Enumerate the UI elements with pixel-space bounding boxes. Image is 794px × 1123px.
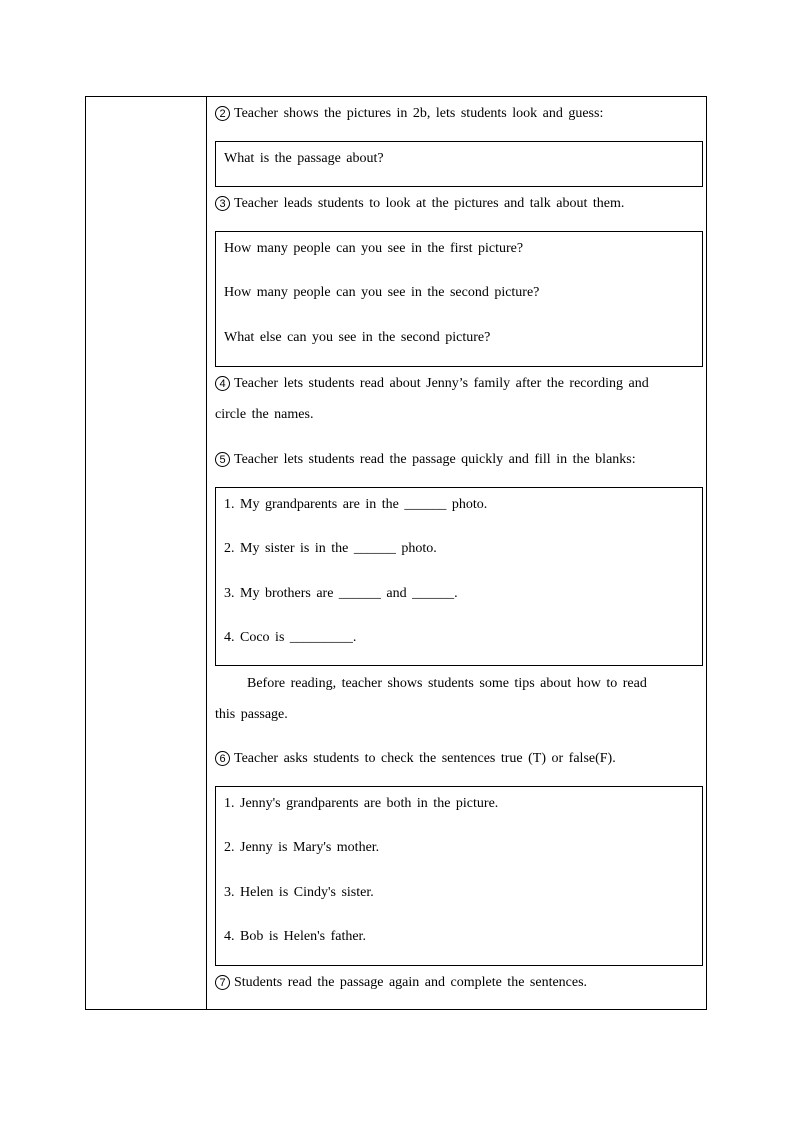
- box-line: What is the passage about?: [224, 151, 384, 166]
- box-line: 2. Jenny is Mary's mother.: [224, 840, 380, 855]
- circled-number: 6: [215, 751, 230, 766]
- step-7: [215, 974, 587, 992]
- question-box-2: [215, 231, 703, 367]
- tips-line-2: this passage.: [215, 707, 288, 722]
- step-3: [215, 195, 624, 213]
- blank-fill-box: [215, 487, 703, 666]
- box-line: 3. My brothers are ______ and ______.: [224, 586, 458, 601]
- step-4-line-2: circle the names.: [215, 407, 314, 422]
- circled-number: 4: [215, 376, 230, 391]
- box-line: 2. My sister is in the ______ photo.: [224, 541, 437, 556]
- circled-number: 2: [215, 106, 230, 121]
- step-text: Teacher leads students to look at the pictures and talk about them.: [234, 196, 625, 211]
- circled-number: 3: [215, 196, 230, 211]
- step-text: Students read the passage again and complete the sentences.: [234, 975, 588, 990]
- step-text: Teacher lets students read the passage quickly and fill in the blanks:: [234, 452, 636, 467]
- box-line: What else can you see in the second picture?: [224, 330, 491, 345]
- left-column: [86, 97, 207, 1009]
- step-text: Teacher shows the pictures in 2b, lets students look and guess:: [234, 106, 604, 121]
- true-false-box: [215, 786, 703, 966]
- step-2: [215, 105, 603, 123]
- box-line: 3. Helen is Cindy's sister.: [224, 885, 374, 900]
- box-line: 1. My grandparents are in the ______ photo.: [224, 497, 488, 512]
- circled-number: 5: [215, 452, 230, 467]
- box-line: How many people can you see in the second picture?: [224, 285, 540, 300]
- step-text: Teacher asks students to check the sentences true (T) or false(F).: [234, 751, 616, 766]
- step-6: [215, 750, 616, 768]
- tips-line-1: Before reading, teacher shows students some tips about how to read: [247, 676, 647, 691]
- box-line: 1. Jenny's grandparents are both in the picture.: [224, 796, 499, 811]
- circled-number: 7: [215, 975, 230, 990]
- box-line: How many people can you see in the first picture?: [224, 241, 524, 256]
- step-4-line-1: [215, 375, 691, 393]
- question-box-1: [215, 141, 703, 187]
- box-line: 4. Bob is Helen's father.: [224, 929, 366, 944]
- lesson-table: [85, 96, 707, 1010]
- step-5: [215, 451, 636, 469]
- box-line: 4. Coco is _________.: [224, 630, 357, 645]
- step-text: Teacher lets students read about Jenny’s family after the recording and: [234, 376, 649, 391]
